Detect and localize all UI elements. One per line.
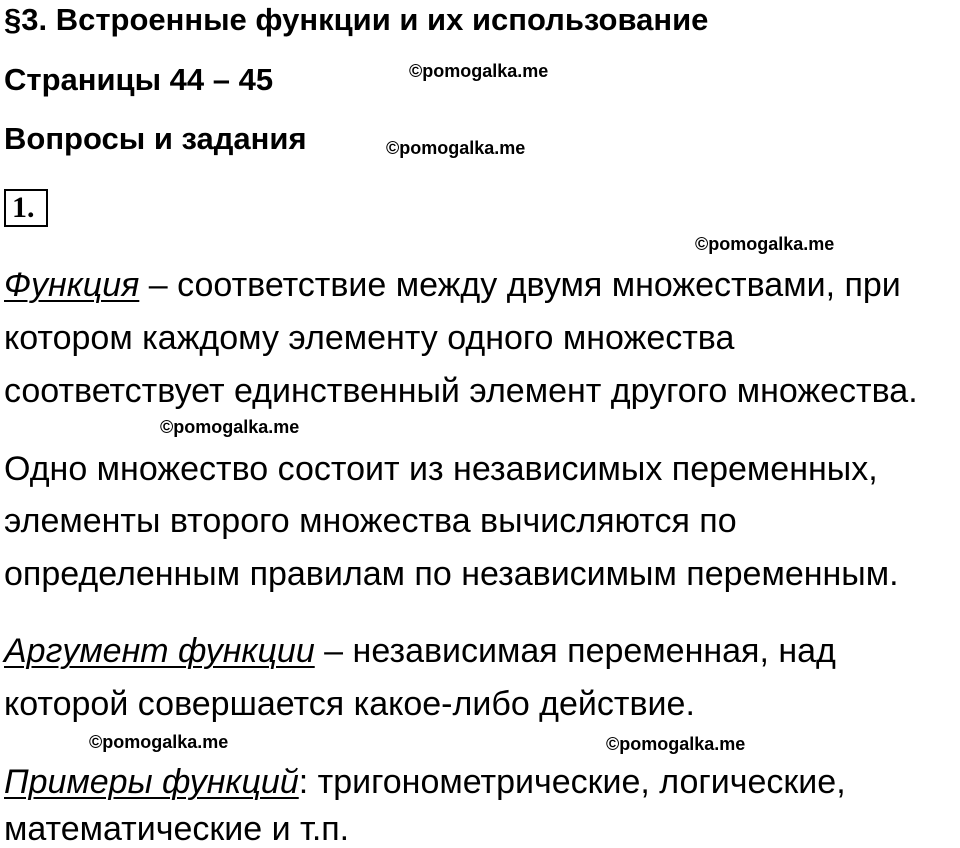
argument-definition-text: – независимая переменная, над [314, 632, 836, 670]
watermark: ©pomogalka.me [89, 732, 229, 752]
watermark: ©pomogalka.me [160, 417, 300, 437]
term-function: Функция [4, 266, 140, 304]
watermark: ©pomogalka.me [386, 138, 526, 158]
watermark: ©pomogalka.me [409, 61, 549, 81]
term-examples: Примеры функций [4, 763, 299, 801]
section-title: §3. Встроенные функции и их использование [4, 2, 709, 37]
examples-text: : тригонометрические, логические, [298, 763, 846, 801]
examples-line-1 [4, 765, 846, 799]
question-number-box: 1. [4, 189, 48, 227]
pages-range: Страницы 44 – 45 [4, 62, 274, 97]
term-argument: Аргумент функции [4, 632, 315, 670]
function-definition-line-1 [4, 268, 901, 302]
watermark: ©pomogalka.me [695, 234, 835, 254]
sets-paragraph-line-3: определенным правилам по независимым переменным. [4, 555, 899, 593]
function-definition-text: – соответствие между двумя множествами, при [139, 266, 901, 304]
examples-line-2: математические и т.п. [4, 810, 350, 848]
argument-definition-line-1 [4, 634, 836, 668]
sets-paragraph-line-1: Одно множество состоит из независимых переменных, [4, 450, 878, 488]
sets-paragraph-line-2: элементы второго множества вычисляются по [4, 502, 737, 540]
argument-definition-line-2: которой совершается какое-либо действие. [4, 685, 695, 723]
subsection-title: Вопросы и задания [4, 121, 307, 156]
watermark: ©pomogalka.me [606, 734, 746, 754]
function-definition-line-2: котором каждому элементу одного множества [4, 319, 735, 357]
function-definition-line-3: соответствует единственный элемент другого множества. [4, 372, 918, 410]
